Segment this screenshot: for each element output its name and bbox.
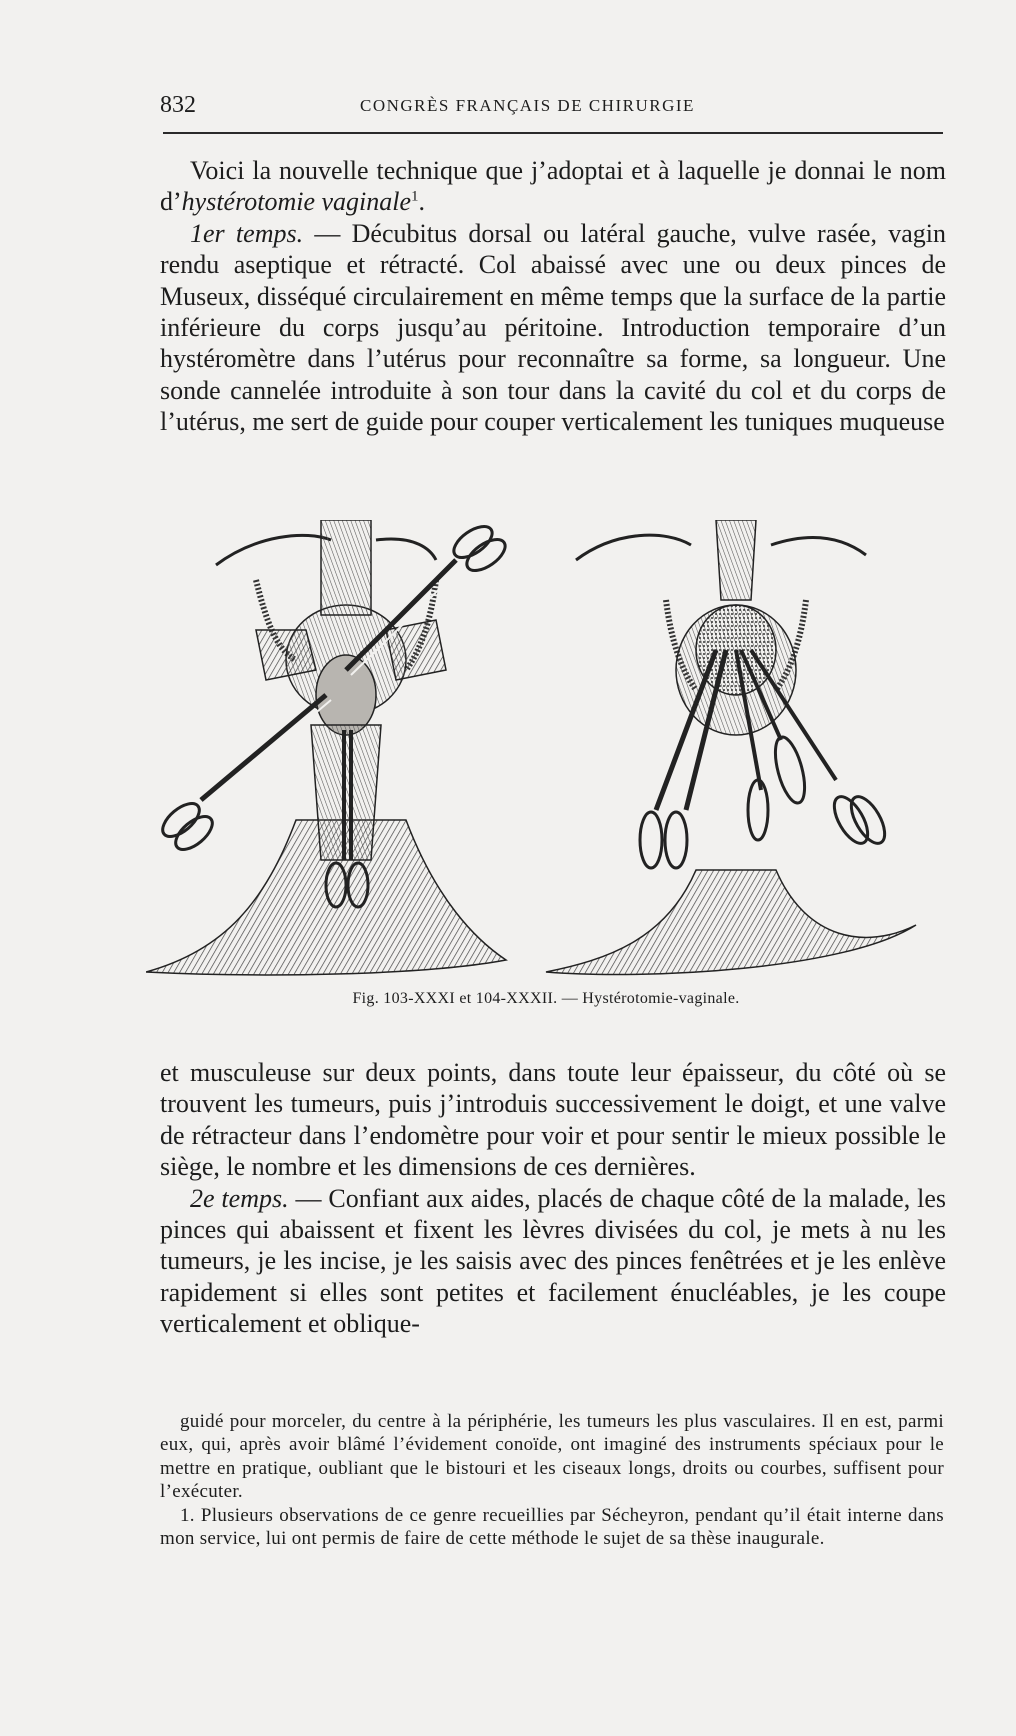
page-header <box>160 92 942 122</box>
second-step-label: 2e temps. <box>190 1183 289 1213</box>
footnote-continuation: guidé pour morceler, du centre à la périphérie, les tumeurs les plus vasculaires. Il en est, parmi eux, qui, après avoir blâmé l’évidement conoïde, ont imaginé des instruments spéciaux pour le mettre en pratique, oubliant que le bistouri et les ciseaux longs, droits ou courbes, suffisent pour l’exécuter. <box>160 1411 944 1503</box>
top-text-block <box>160 155 946 438</box>
second-step-body: — Confiant aux aides, placés de chaque côté de la malade, les pinces qui abaissent et fixent les lèvres divisées du col, je mets à nu les tumeurs, je les incise, je les saisis avec des pinces fenêtrées et je les enlève rapidement si elles sont petites et facilement énucléables, je les coupe verticalement et oblique- <box>160 1183 946 1339</box>
engraving-illustrations <box>146 520 946 980</box>
figure-caption: Fig. 103-XXXI et 104-XXXII. — Hystérotomie-vaginale. <box>352 990 740 1007</box>
intro-end: . <box>418 187 426 217</box>
right-illustration <box>546 520 916 975</box>
page-number: 832 <box>160 92 196 118</box>
running-head: CONGRÈS FRANÇAIS DE CHIRURGIE <box>360 96 695 115</box>
intro-text: Voici la nouvelle technique que j’adoptai et à laquelle je donnai le nom d’ <box>160 156 946 217</box>
paragraph-intro <box>160 155 946 218</box>
paragraph-continuation: et musculeuse sur deux points, dans toute leur épaisseur, du côté où se trouvent les tumeurs, puis j’introduis successivement le doigt, et une valve de rétracteur dans l’endomètre pour voir et pour sentir le mieux possible le siège, le nombre et les dimensions de ces dernières. <box>160 1058 946 1182</box>
first-step-body: — Décubitus dorsal ou latéral gauche, vulve rasée, vagin rendu aseptique et rétracté. Col abaissé avec une ou deux pinces de Museux, disséqué circulairement en même temps que la surface de la partie inférieure du corps jusqu’au péritoine. Introduction temporaire d’un hystéromètre dans l’utérus pour reconnaître sa forme, sa longueur. Une sonde cannelée introduite à son tour dans la cavité du col et du corps de l’utérus, me sert de guide pour couper verticalement les tuniques muqueuse <box>160 218 946 437</box>
first-step-label: 1er temps. <box>190 218 304 248</box>
footnote-ref: 1 <box>411 188 419 205</box>
paragraph-first-step <box>160 218 946 438</box>
header-rule <box>163 132 943 134</box>
footnote-1: 1. Plusieurs observations de ce genre recueillies par Sécheyron, pendant qu’il était interne dans mon service, lui ont permis de faire de cette méthode le sujet de sa thèse inaugurale. <box>160 1504 944 1550</box>
paragraph-second-step <box>160 1183 946 1340</box>
figure-hysterotomy <box>146 520 946 1007</box>
bottom-text-block <box>160 1057 946 1340</box>
intro-italic-term: hystérotomie vaginale <box>181 187 412 217</box>
footnotes <box>160 1410 944 1550</box>
left-illustration <box>146 520 510 975</box>
